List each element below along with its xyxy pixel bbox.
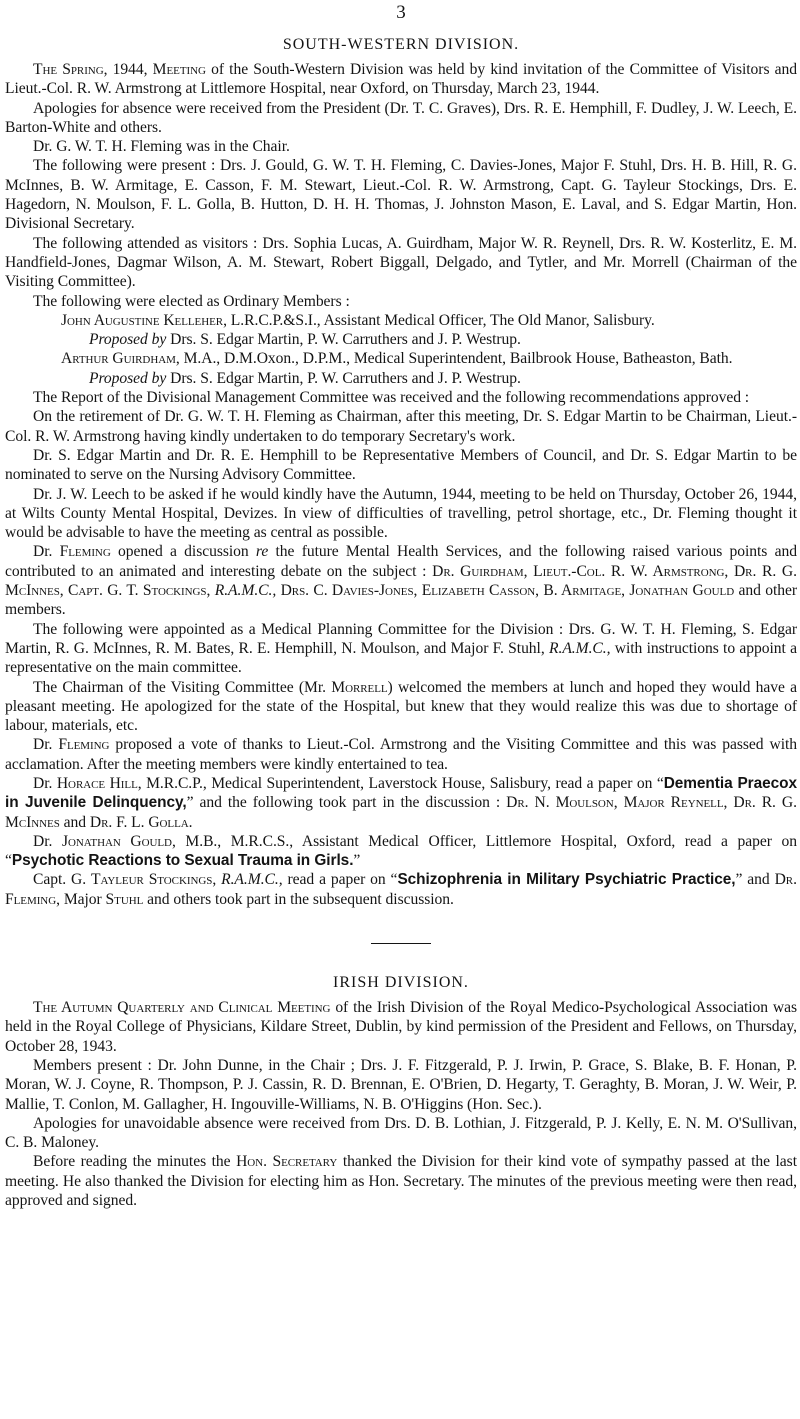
- apologies-paragraph: Apologies for unavoidable absence were received from Drs. D. B. Lothian, J. Fitzgerald, P. J. Kelly, E. N. M. O'Sullivan, C. B. Maloney.: [5, 1114, 797, 1152]
- irish-division-section: [5, 972, 797, 1210]
- paper-gould-paragraph: Dr. Jonathan Gould, M.B., M.R.C.S., Assistant Medical Officer, Littlemore Hospital, Oxford, read a paper on “Psychotic Reactions to Sexual Trauma in Girls.”: [5, 832, 797, 870]
- minutes-paragraph: Before reading the minutes the Hon. Secretary thanked the Division for their kind vote of sympathy passed at the last meeting. He also thanked the Division for electing him as Hon. Secretary. The minutes of the previous meeting were then read, approved and signed.: [5, 1153, 797, 1210]
- section-heading: IRISH DIVISION.: [333, 974, 469, 992]
- meeting-intro-paragraph: The Autumn Quarterly and Clinical Meeting of the Irish Division of the Royal Medico-Psychological Association was held in the Royal College of Physicians, Kildare Street, Dublin, by kind permission of the President and Fellows, on Thursday, October 28, 1943.: [5, 999, 797, 1055]
- page-number: 3: [396, 2, 406, 23]
- paper-stockings-paragraph: Capt. G. Tayleur Stockings, R.A.M.C., read a paper on “Schizophrenia in Military Psychiatric Practice,” and Dr. Fleming, Major Stuhl and others took part in the subsequent discussion.: [5, 871, 797, 908]
- paper-title: Dementia Praecox in Juvenile Delinquency,: [5, 774, 797, 812]
- apologies-paragraph: Apologies for absence were received from the President (Dr. T. C. Graves), Drs. R. E. Hemphill, F. Dudley, J. W. Leech, E. Barton-White and others.: [5, 99, 797, 136]
- discussion-paragraph: Dr. Fleming opened a discussion re the future Mental Health Services, and the following raised various points and contributed to an animated and interesting debate on the subject : Dr. Guirdham, Lieut.-Col. R. W. Armstrong, Dr. R. G. McInnes, Capt. G. T. Stockings, R.A.M.C., Drs. C. Davies-Jones, Elizabeth Casson, B. Armitage, Jonathan Gould and other members.: [5, 543, 798, 619]
- paper-hill-paragraph: Dr. Horace Hill, M.R.C.P., Medical Superintendent, Laverstock House, Salisbury, read a paper on “Dementia Praecox in Juvenile Delinquency,” and the following took part in the discussion : Dr. N. Moulson, Major Reynell, Dr. R. G. McInnes and Dr. F. L. Golla.: [5, 774, 797, 831]
- recommendation-paragraph: Dr. S. Edgar Martin and Dr. R. E. Hemphill to be Representative Members of Council, and Dr. S. Edgar Martin to be nominated to serve on the Nursing Advisory Committee.: [5, 446, 797, 484]
- journal-page: [5, 0, 797, 1210]
- south-western-division-section: [5, 34, 797, 909]
- recommendation-paragraph: On the retirement of Dr. G. W. T. H. Fleming as Chairman, after this meeting, Dr. S. Edgar Martin to be Chairman, Lieut.-Col. R. W. Armstrong having kindly undertaken to do temporary Secretary's work.: [5, 408, 797, 445]
- chair-paragraph: Dr. G. W. T. H. Fleming was in the Chair.: [33, 138, 290, 156]
- members-present-paragraph: Members present : Dr. John Dunne, in the Chair ; Drs. J. F. Fitzgerald, P. J. Irwin, P. Grace, S. Blake, B. F. Honan, P. Moran, W. J. Coyne, R. Thompson, P. J. Cassin, R. D. Brennan, E. O'Brien, D. Hegarty, T. Geraghty, B. Moran, J. W. Weir, P. Mallie, T. Conlon, M. Gallagher, H. Ingouville-Williams, N. B. O'Higgins (Hon. Sec.).: [5, 1056, 797, 1113]
- proposed-by-line: Proposed by Drs. S. Edgar Martin, P. W. Carruthers and J. P. Westrup.: [89, 331, 521, 349]
- paper-title: Psychotic Reactions to Sexual Trauma in Girls.: [11, 852, 354, 870]
- meeting-intro-paragraph: The Spring, 1944, Meeting of the South-Western Division was held by kind invitation of the Committee of Visitors and Lieut.-Col. R. W. Armstrong at Littlemore Hospital, near Oxford, on Thursday, March 23, 1944.: [5, 61, 797, 98]
- recommendation-paragraph: Dr. J. W. Leech to be asked if he would kindly have the Autumn, 1944, meeting to be held on Thursday, October 26, 1944, at Wilts County Mental Hospital, Devizes. In view of difficulties of travelling, petrol shortage, etc., Dr. Fleming thought it would be advisable to have the meeting as central as possible.: [5, 485, 797, 542]
- report-paragraph: The Report of the Divisional Management Committee was received and the following recommendations approved :: [33, 389, 750, 407]
- elected-paragraph: The following were elected as Ordinary Members :: [33, 292, 350, 310]
- paper-title: Schizophrenia in Military Psychiatric Practice,: [397, 871, 736, 889]
- proposed-by-line: Proposed by Drs. S. Edgar Martin, P. W. Carruthers and J. P. Westrup.: [89, 369, 521, 387]
- new-member-entry: John Augustine Kelleher, L.R.C.P.&S.I., Assistant Medical Officer, The Old Manor, Salisbury.: [61, 311, 655, 329]
- new-member-entry: Arthur Guirdham, M.A., D.M.Oxon., D.P.M., Medical Superintendent, Bailbrook House, Batheaston, Bath.: [61, 350, 733, 368]
- present-paragraph: The following were present : Drs. J. Gould, G. W. T. H. Fleming, C. Davies-Jones, Major F. Stuhl, Drs. H. B. Hill, R. G. McInnes, B. W. Armitage, E. Casson, F. M. Stewart, Lieut.-Col. R. W. Armstrong, Capt. G. Tayleur Stockings, Drs. E. Hagedorn, N. Moulson, F. L. Golla, B. Hutton, D. H. H. Thomas, J. Johnston Mason, E. Laval, and S. Edgar Martin, Hon. Divisional Secretary.: [5, 157, 797, 233]
- section-divider: [371, 943, 431, 944]
- vote-of-thanks-paragraph: Dr. Fleming proposed a vote of thanks to Lieut.-Col. Armstrong and the Visiting Committee and this was passed with acclamation. After the meeting members were kindly entertained to tea.: [5, 736, 798, 773]
- visiting-committee-paragraph: The Chairman of the Visiting Committee (Mr. Morrell) welcomed the members at lunch and hoped they would have a pleasant meeting. He apologized for the state of the Hospital, but knew that they would realize this was due to shortage of labour, materials, etc.: [5, 678, 797, 735]
- section-heading: SOUTH-WESTERN DIVISION.: [282, 36, 520, 53]
- visitors-paragraph: The following attended as visitors : Drs. Sophia Lucas, A. Guirdham, Major W. R. Reynell, Drs. R. W. Kosterlitz, E. M. Handfield-Jones, Dagmar Wilson, A. M. Stewart, Robert Biggall, Delgado, and Tytler, and Mr. Morrell (Chairman of the Visiting Committee).: [5, 234, 797, 291]
- planning-committee-paragraph: The following were appointed as a Medical Planning Committee for the Division : Drs. G. W. T. H. Fleming, S. Edgar Martin, R. G. McInnes, R. M. Bates, R. E. Hemphill, N. Moulson, and Major F. Stuhl, R.A.M.C., with instructions to appoint a representative on the main committee.: [5, 620, 797, 677]
